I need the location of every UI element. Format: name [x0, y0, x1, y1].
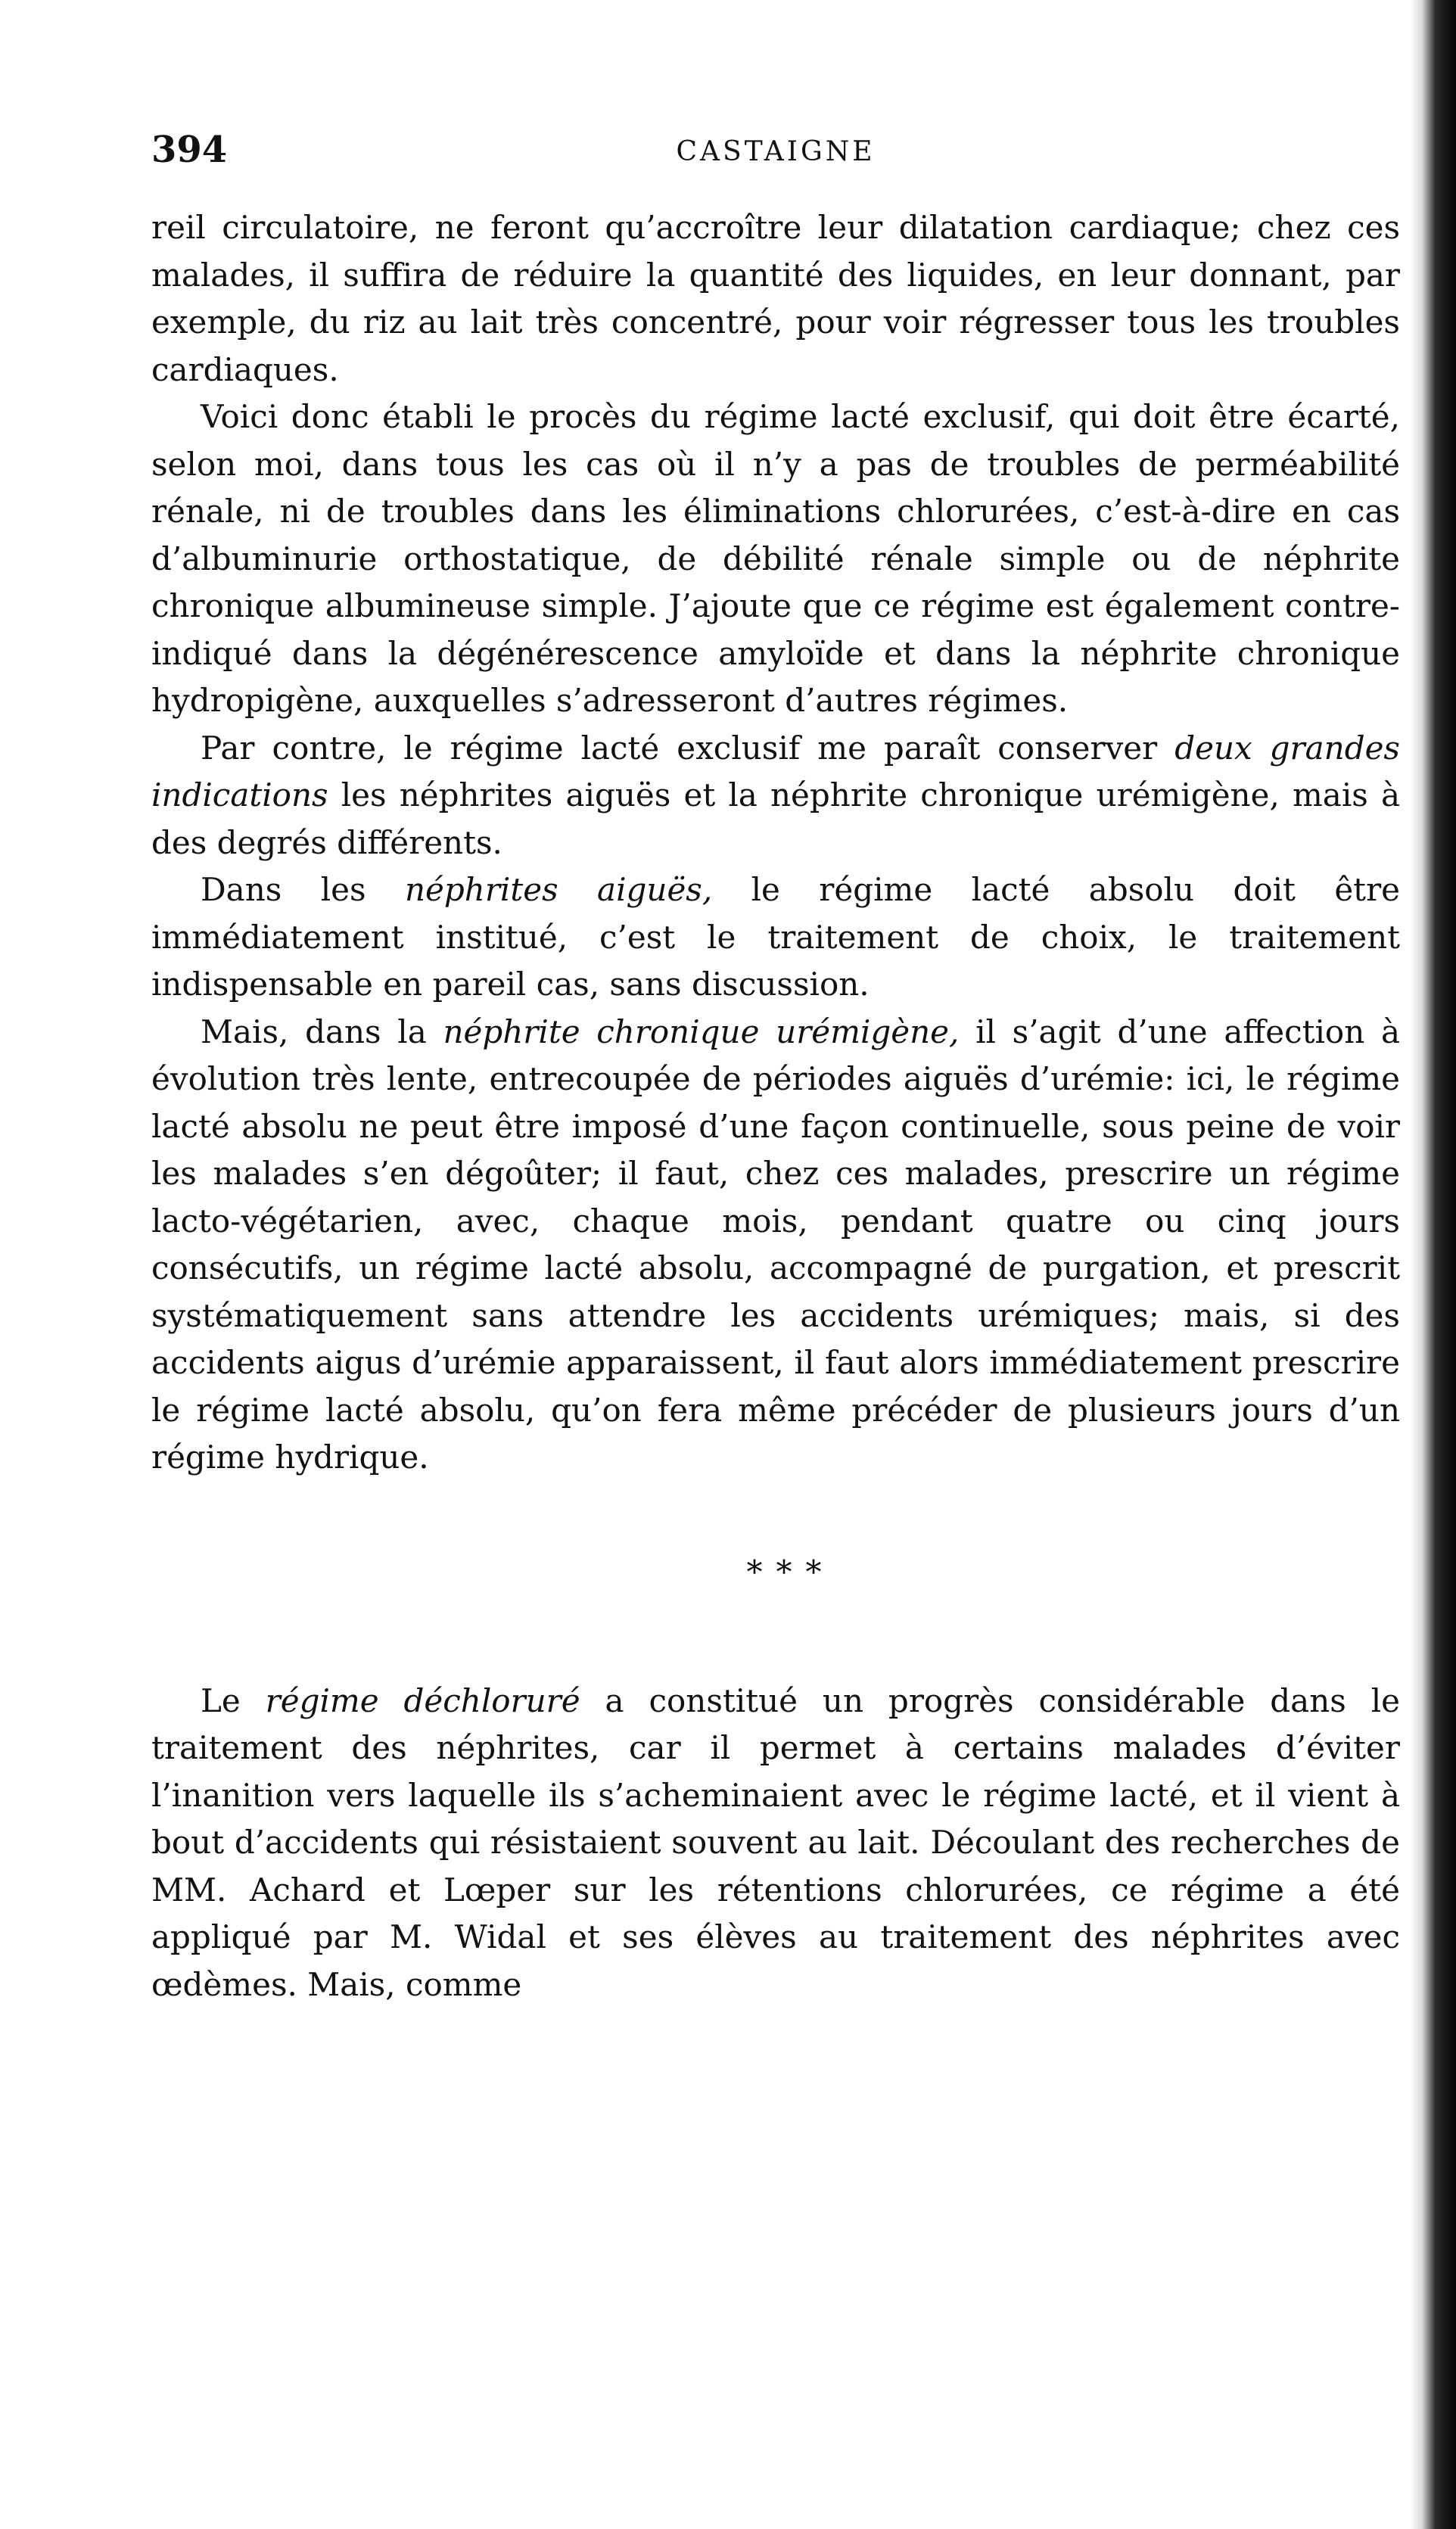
paragraph-6	[151, 1678, 1400, 2009]
paragraph-4-text-a: Dans les	[201, 871, 405, 908]
paragraph-5-italic: néphrite chronique urémigène,	[443, 1013, 960, 1050]
running-head: CASTAIGNE	[676, 136, 876, 167]
page-number: 394	[151, 129, 228, 171]
paragraph-5	[151, 1009, 1400, 1482]
body-text	[151, 204, 1400, 2008]
paragraph-2: Voici donc établi le procès du régime lacté exclusif, qui doit être écarté, selon moi, dans tous les cas où il n’y a pas de troubles de perméabilité rénale, ni de troubles dans les éliminations chlorurées, c’est-à-dire en cas d’albuminurie orthostatique, de débilité rénale simple ou de néphrite chronique albumineuse simple. J’ajoute que ce régime est également contre-indiqué dans la dégénérescence amyloïde et dans la néphrite chronique hydropigène, auxquelles s’adresseront d’autres régimes.	[151, 398, 1400, 719]
paragraph-6-text-a: Le	[201, 1681, 266, 1719]
paragraph-1: reil circulatoire, ne feront qu’accroître leur dilatation cardiaque; chez ces malades, il suffira de réduire la quantité des liquides, en leur donnant, par exemple, du riz au lait très concentré, pour voir régresser tous les troubles cardiaques.	[151, 209, 1400, 388]
paragraph-3-text-c: les néphrites aiguës et la néphrite chronique urémigène, mais à des degrés différents.	[151, 776, 1400, 861]
paragraph-6-italic: régime déchloruré	[265, 1681, 580, 1719]
book-page	[151, 129, 1400, 2008]
page-edge-shadow	[1411, 0, 1456, 2529]
paragraph-4-text-c: le régime lacté absolu doit être immédiatement institué, c’est le traitement de choix, le traitement indispensable en pareil cas, sans discussion.	[151, 871, 1400, 1003]
paragraph-6-text-c: a constitué un progrès considérable dans le traitement des néphrites, car il permet à certains malades d’éviter l’inanition vers laquelle ils s’acheminaient avec le régime lacté, et il vient à bout d’accidents qui résistaient souvent au lait. Découlant des recherches de MM. Achard et Lœper sur les rétentions chlorurées, ce régime a été appliqué par M. Widal et ses élèves au traitement des néphrites avec œdèmes. Mais, comme	[151, 1681, 1401, 2003]
paragraph-4	[151, 866, 1400, 1009]
paragraph-4-italic: néphrites aiguës,	[404, 871, 713, 908]
paragraph-3-italic: deux grandes indications	[151, 729, 1400, 813]
paragraph-3	[151, 725, 1400, 867]
section-separator: ***	[746, 1553, 835, 1591]
paragraph-3-text-a: Par contre, le régime lacté exclusif me paraît conserver	[201, 729, 1175, 767]
paragraph-5-text-c: il s’agit d’une affection à évolution très lente, entrecoupée de périodes aiguës d’urémie: ici, le régime lacté absolu ne peut être imposé d’une façon continuelle, sous peine de voir les malades s’en dégoûter; il faut, chez ces malades, prescrire un régime lacto-végétarien, avec, chaque mois, pendant quatre ou cinq jours consécutifs, un régime lacté absolu, accompagné de purgation, et prescrit systématiquement sans attendre les accidents urémiques; mais, si des accidents aigus d’urémie apparaissent, il faut alors immédiatement prescrire le régime lacté absolu, qu’on fera même précéder de plusieurs jours d’un régime hydrique.	[151, 1013, 1400, 1476]
page-header	[151, 129, 1400, 189]
paragraph-5-text-a: Mais, dans la	[201, 1013, 443, 1050]
